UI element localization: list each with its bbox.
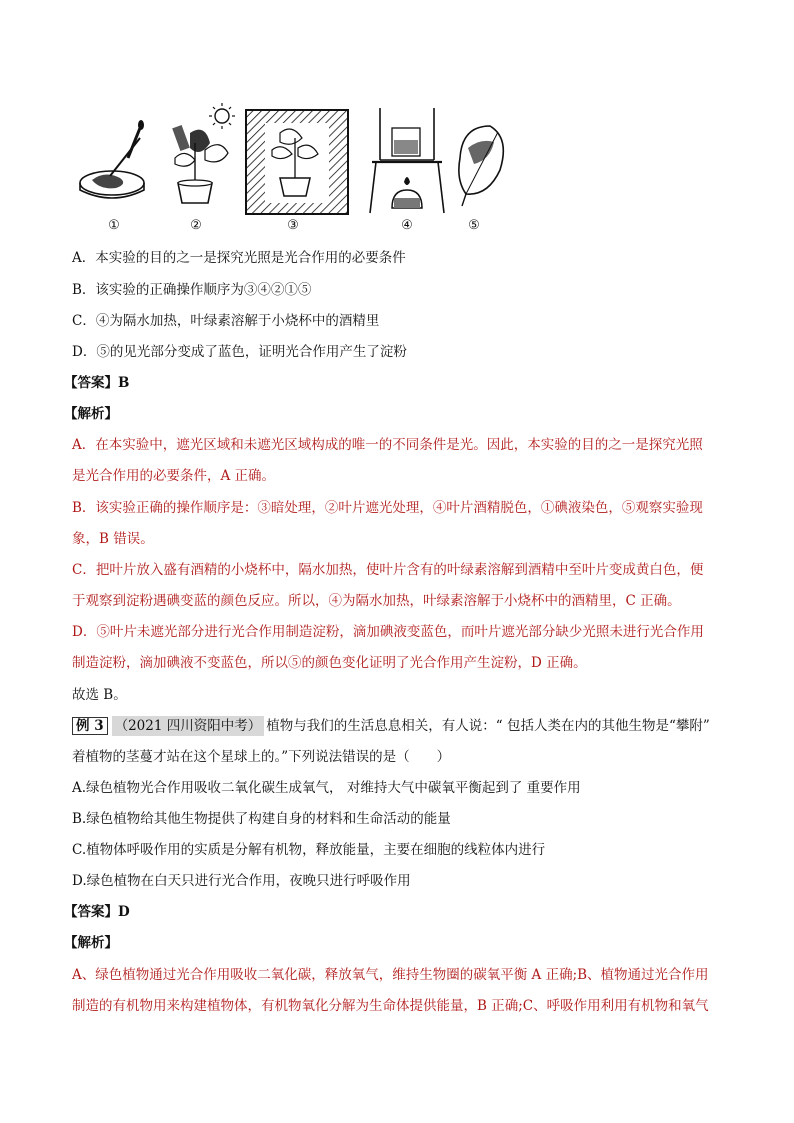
option-a: A.绿色植物光合作用吸收二氧化碳生成氧气， 对维持大气中碳氧平衡起到了 重要作用 — [72, 780, 581, 796]
option-d: D．⑤的见光部分变成了蓝色，证明光合作用产生了淀粉 — [72, 344, 407, 360]
question-3-stem — [72, 716, 710, 736]
option-c: C．④为隔水加热，叶绿素溶解于小烧杯中的酒精里 — [72, 313, 380, 329]
analysis-line: 制造淀粉，滴加碘液不变蓝色，所以⑤的颜色变化证明了光合作用产生淀粉，D 正确。 — [72, 655, 587, 671]
question-stem-line-2: 着植物的茎蔓才站在这个星球上的。”下列说法错误的是（ ） — [72, 749, 451, 765]
example-tag: 例 3 — [72, 717, 108, 735]
question-source: （2021 四川资阳中考） — [112, 716, 265, 736]
option-a: A．本实验的目的之一是探究光照是光合作用的必要条件 — [72, 250, 406, 266]
analysis-label: 【解析】 — [64, 935, 118, 951]
analysis-label: 【解析】 — [64, 406, 118, 422]
conclusion: 故选 B。 — [72, 687, 127, 703]
analysis-line: 是光合作用的必要条件，A 正确。 — [72, 468, 276, 484]
analysis-line: 象，B 错误。 — [72, 531, 154, 547]
analysis-line: B．该实验正确的操作顺序是：③暗处理，②叶片遮光处理，④叶片酒精脱色，①碘液染色，⑤观察实验现 — [72, 500, 703, 516]
experiment-figure — [70, 98, 510, 238]
figure-label-5: ⑤ — [468, 218, 480, 233]
analysis-line: 制造的有机物用来构建植物体，有机物氧化分解为生命体提供能量，B 正确;C、呼吸作用利用有机物和氧气 — [72, 998, 709, 1014]
analysis-line: 于观察到淀粉遇碘变蓝的颜色反应。所以，④为隔水加热，叶绿素溶解于小烧杯中的酒精里，C 正确。 — [72, 593, 681, 609]
answer-label: 【答案】D — [64, 904, 130, 920]
answer-label: 【答案】B — [64, 375, 130, 391]
option-c: C.植物体呼吸作用的实质是分解有机物，释放能量，主要在细胞的线粒体内进行 — [72, 842, 546, 858]
figure-label-2: ② — [190, 218, 202, 233]
analysis-line: A．在本实验中，遮光区域和未遮光区域构成的唯一的不同条件是光。因此，本实验的目的之一是探究光照 — [72, 437, 703, 453]
figure-label-3: ③ — [287, 218, 299, 233]
figure-label-4: ④ — [401, 218, 413, 233]
option-b: B.绿色植物给其他生物提供了构建自身的材料和生命活动的能量 — [72, 811, 451, 827]
option-d: D.绿色植物在白天只进行光合作用，夜晚只进行呼吸作用 — [72, 873, 411, 889]
petri-dish-dropper-icon — [80, 120, 144, 198]
plant-in-dark-icon — [246, 110, 348, 214]
option-b: B．该实验的正确操作顺序为③④②①⑤ — [72, 282, 312, 298]
analysis-line: A、绿色植物通过光合作用吸收二氧化碳，释放氧气，维持生物圈的碳氧平衡 A 正确;B、植物通过光合作用 — [72, 967, 709, 983]
figure-label-1: ① — [108, 218, 120, 233]
leaf-icon — [459, 126, 503, 206]
plant-in-sunlight-icon — [172, 103, 235, 203]
analysis-line: C．把叶片放入盛有酒精的小烧杯中，隔水加热，使叶片含有的叶绿素溶解到酒精中至叶片变成黄白色，便 — [72, 562, 704, 578]
question-stem-line: 植物与我们的生活息息相关，有人说：“ 包括人类在内的其他生物是“攀附” — [266, 718, 710, 734]
water-bath-heating-icon — [370, 108, 444, 213]
analysis-line: D．⑤叶片未遮光部分进行光合作用制造淀粉，滴加碘液变蓝色，而叶片遮光部分缺少光照未进行光合作用 — [72, 624, 704, 640]
